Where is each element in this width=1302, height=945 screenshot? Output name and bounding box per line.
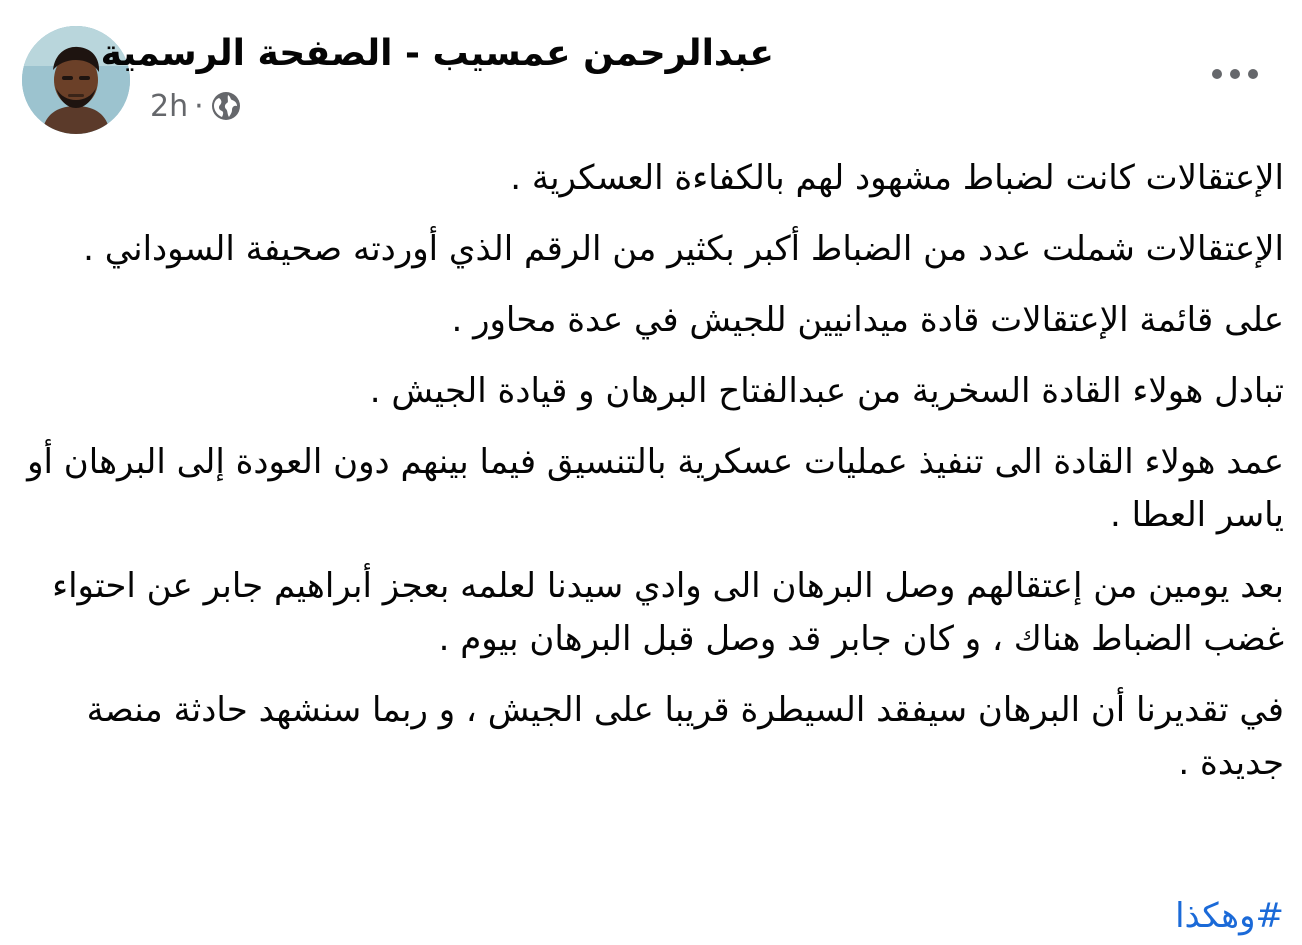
more-options-button[interactable] <box>1206 56 1264 92</box>
more-horizontal-icon <box>1211 68 1259 80</box>
post-paragraph: الإعتقالات كانت لضباط مشهود لهم بالكفاءة العسكرية . <box>510 158 1284 198</box>
post-paragraph: في تقديرنا أن البرهان سيفقد السيطرة قريبا على الجيش ، و ربما سنشهد حادثة منصة جديدة . <box>86 690 1284 783</box>
post-paragraph: عمد هولاء القادة الى تنفيذ عمليات عسكرية بالتنسيق فيما بينهم دون العودة إلى البرهان أو ياسر العطا . <box>27 442 1284 535</box>
hashtag-link[interactable]: #وهكذا <box>1175 896 1284 936</box>
post-timestamp[interactable]: 2h <box>150 88 189 124</box>
post-paragraph: على قائمة الإعتقالات قادة ميدانيين للجيش في عدة محاور . <box>451 300 1284 340</box>
post-body <box>18 152 1284 808</box>
author-name[interactable]: عبدالرحمن عمسيب - الصفحة الرسمية <box>100 33 774 74</box>
globe-icon[interactable] <box>210 90 242 122</box>
post-paragraph: الإعتقالات شملت عدد من الضباط أكبر بكثير من الرقم الذي أوردته صحيفة السوداني . <box>83 229 1284 269</box>
post-paragraph: بعد يومين من إعتقالهم وصل البرهان الى وادي سيدنا لعلمه بعجز أبراهيم جابر عن احتواء غضب الضباط هناك ، و كان جابر قد وصل قبل البرهان بيوم . <box>52 566 1284 659</box>
meta-separator: · <box>194 88 204 124</box>
post-paragraph: تبادل هولاء القادة السخرية من عبدالفتاح البرهان و قيادة الجيش . <box>369 371 1284 411</box>
post-meta <box>150 86 242 126</box>
